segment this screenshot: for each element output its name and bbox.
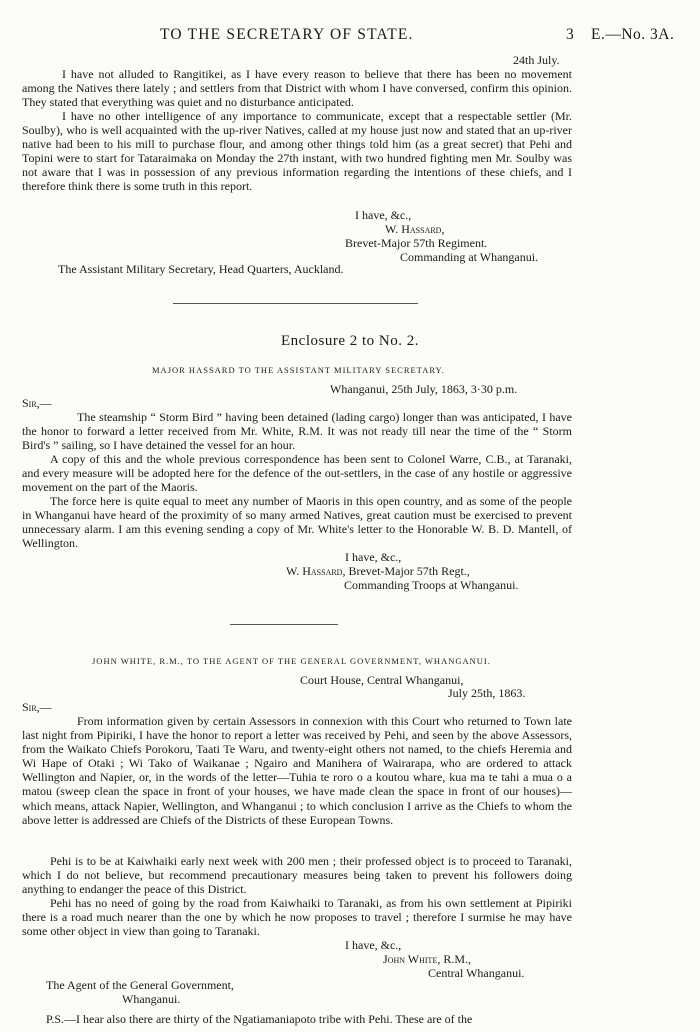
- letter1-addressee: The Assistant Military Secretary, Head Quarters, Auckland.: [58, 262, 344, 276]
- letter3-addressee-line-1: The Agent of the General Government,: [46, 978, 234, 992]
- enclosure-signature-name: W. Hassard,: [286, 564, 346, 578]
- letter1-signature: W. Hassard,: [385, 222, 445, 236]
- short-divider: [230, 624, 338, 625]
- enclosure-signature-rank: Brevet-Major 57th Regt.,: [348, 564, 470, 578]
- enclosure-title: Enclosure 2 to No. 2.: [281, 333, 419, 349]
- letter3-closing: I have, &c.,: [345, 938, 402, 952]
- page-number: 3: [566, 26, 574, 43]
- letter1-paragraph-1: I have not alluded to Rangitikei, as I have every reason to believe that there has been no movement among the Natives there lately ; and settlers from that District with whom I have conversed, confirm this opinion. They stated that everything was quiet and no disturbance anticipated.: [22, 67, 572, 110]
- page-header: [0, 26, 700, 48]
- letter3-signature: John White, R.M.,: [383, 952, 471, 966]
- enclosure-signature: [286, 564, 470, 578]
- letter1-rank: Brevet-Major 57th Regiment.: [345, 236, 488, 250]
- section-divider: [173, 303, 418, 304]
- letter1-closing: I have, &c.,: [355, 208, 412, 222]
- enclosure-dateline: Whanganui, 25th July, 1863, 3·30 p.m.: [330, 382, 518, 396]
- enclosure-command: Commanding Troops at Whanganui.: [344, 578, 519, 592]
- letter3-addressee-line-2: Whanganui.: [122, 992, 181, 1006]
- letter3-heading: JOHN WHITE, R.M., TO THE AGENT OF THE GENERAL GOVERNMENT, WHANGANUI.: [92, 656, 491, 666]
- letter3-paragraph-1: From information given by certain Assessors in connexion with this Court who returned to Town late last night from Pipiriki, I have the honor to report a letter was received by Pehi, and seen by the above Assessors, from the Waikato Chiefs Porokoru, Taati Te Waru, and twenty-eight others not named, to the chiefs Heremia and Wi Hape of Otaki ; Wi Tako of Waikanae ; Ngairo and Manihera of Wairarapa, who are ordered to attack Wellington and Napier, or, in the words of the letter—Tuhia te roro o a koutou whare, kua ma te tahi a mua o a matou (sweep clean the space in front of your houses, we have made clean the space in front of our houses)—which means, attack Napier, Wellington, and Whanganui ; to which conclusion I arrive as the Chiefs to whom the above letter is addressed are Chiefs of the Districts of these European Towns.: [22, 714, 572, 827]
- enclosure-paragraph-2: A copy of this and the whole previous correspondence has been sent to Colonel Warre, C.B., at Taranaki, and every measure will be adopted here for the defence of the out-settlers, in the case of any hostile or aggressive movement on the part of the Maoris.: [22, 452, 572, 495]
- letter3-paragraph-3: Pehi has no need of going by the road from Kaiwhaiki to Taranaki, as from his own settlement at Pipiriki there is a road much nearer than the one by which he now proposes to travel ; therefore I surmise he may have some other object in view than going to Taranaki.: [22, 896, 572, 939]
- letter1-command: Commanding at Whanganui.: [400, 250, 539, 264]
- running-title: TO THE SECRETARY OF STATE.: [160, 26, 414, 43]
- enclosure-paragraph-3: The force here is quite equal to meet any number of Maoris in this open country, and as some of the people in Whanganui have heard of the proximity of so many armed Natives, great caution must be exercised to prevent unnecessary alarm. I am this evening sending a copy of Mr. White's letter to the Honorable W. B. D. Mantell, of Wellington.: [22, 494, 572, 551]
- enclosure-salutation: Sir,—: [22, 396, 52, 410]
- letter1-paragraph-2: I have no other intelligence of any importance to communicate, except that a respectable settler (Mr. Soulby), who is well acquainted with the up-river Natives, called at my house just now and stated that an up-river native had been to his mill to purchase flour, and among other things told him (as a great secret) that Pehi and Topini were to start for Tataraimaka on Monday the 27th instant, with two hundred fighting men Mr. Soulby was not aware that I was in possession of any previous information regarding the intentions of these chiefs, and I therefore think there is some truth in this report.: [22, 109, 572, 194]
- letter1-date: 24th July.: [513, 53, 560, 67]
- document-reference: E.—No. 3A.: [591, 26, 675, 43]
- letter3-signature-place: Central Whanganui.: [428, 966, 525, 980]
- enclosure-closing: I have, &c.,: [345, 550, 402, 564]
- letter3-paragraph-2: Pehi is to be at Kaiwhaiki early next week with 200 men ; their professed object is to proceed to Taranaki, which I do not believe, but recommend precautionary measures being taken to prevent his followers doing anything to endanger the peace of this District.: [22, 854, 572, 897]
- enclosure-paragraph-1: The steamship “ Storm Bird ” having been detained (lading cargo) longer than was anticipated, I have the honor to forward a letter received from Mr. White, R.M. It was not ready till near the time of the “ Storm Bird's ” sailing, so I have detained the vessel for an hour.: [22, 410, 572, 453]
- letter3-location: Court House, Central Whanganui,: [300, 673, 464, 687]
- letter3-salutation: Sir,—: [22, 700, 52, 714]
- enclosure-subtitle: MAJOR HASSARD TO THE ASSISTANT MILITARY SECRETARY.: [152, 365, 445, 375]
- letter3-date: July 25th, 1863.: [448, 686, 526, 700]
- letter3-postscript: P.S.—I hear also there are thirty of the Ngatiamaniapoto tribe with Pehi. These are of the: [46, 1012, 473, 1026]
